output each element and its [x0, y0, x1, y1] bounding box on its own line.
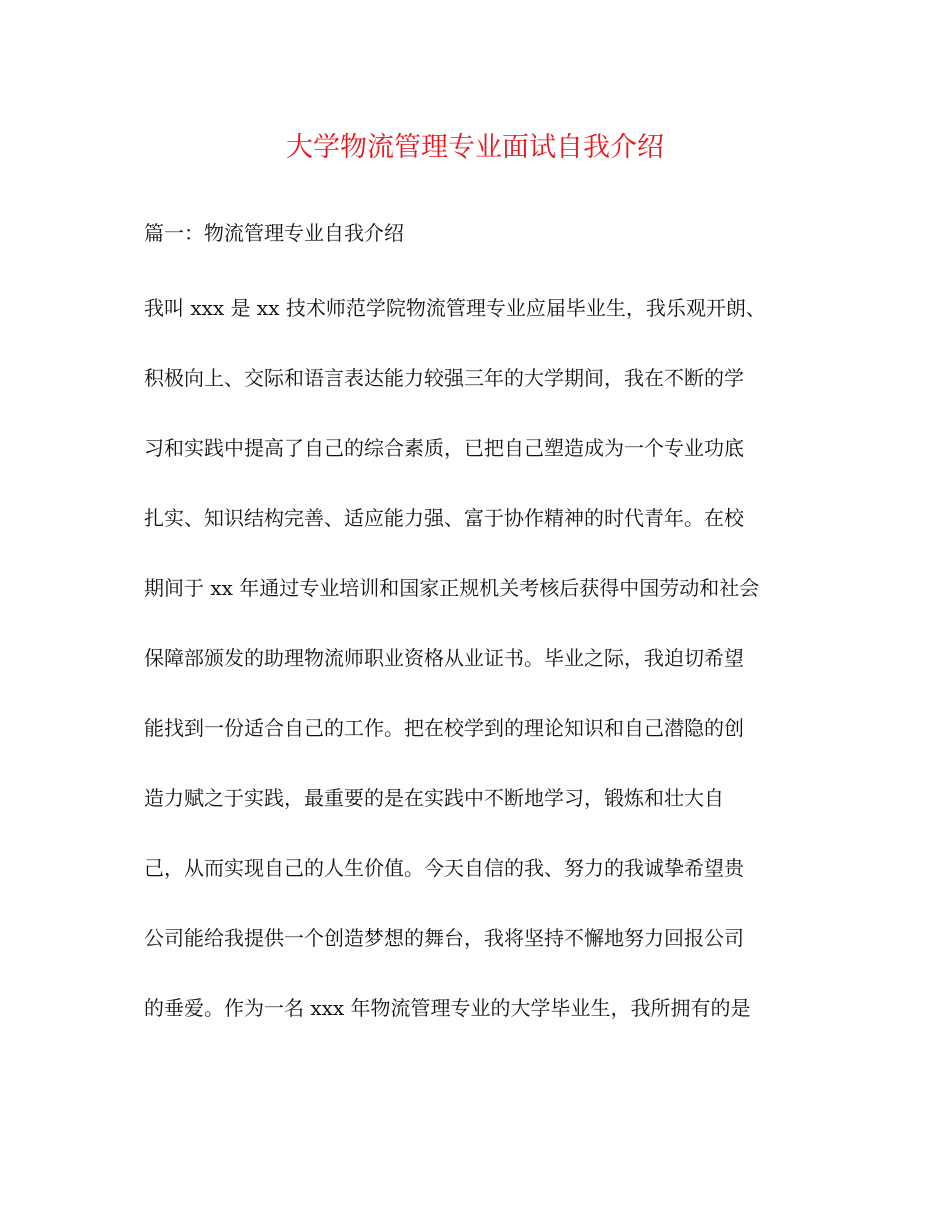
body-line: 积极向上、交际和语言表达能力较强三年的大学期间，我在不断的学 — [144, 366, 744, 390]
page-title: 大学物流管理专业面试自我介绍 — [286, 132, 664, 163]
body-line: 造力赋之于实践，最重要的是在实践中不断地学习，锻炼和壮大自 — [144, 786, 724, 810]
body-line: 保障部颁发的助理物流师职业资格从业证书。毕业之际，我迫切希望 — [144, 646, 744, 670]
body-line: 期间于 xx 年通过专业培训和国家正规机关考核后获得中国劳动和社会 — [144, 576, 760, 600]
body-line: 扎实、知识结构完善、适应能力强、富于协作精神的时代青年。在校 — [144, 506, 744, 530]
body-line: 己，从而实现自己的人生价值。今天自信的我、努力的我诚挚希望贵 — [144, 856, 744, 880]
body-line: 习和实践中提高了自己的综合素质，已把自己塑造成为一个专业功底 — [144, 436, 744, 460]
body-line: 公司能给我提供一个创造梦想的舞台，我将坚持不懈地努力回报公司 — [144, 926, 744, 950]
body-line: 我叫 xxx 是 xx 技术师范学院物流管理专业应届毕业生，我乐观开朗、 — [144, 296, 766, 320]
section-heading: 篇一：物流管理专业自我介绍 — [144, 221, 404, 245]
body-line: 的垂爱。作为一名 xxx 年物流管理专业的大学毕业生，我所拥有的是 — [144, 996, 751, 1020]
body-line: 能找到一份适合自己的工作。把在校学到的理论知识和自己潜隐的创 — [144, 716, 744, 740]
